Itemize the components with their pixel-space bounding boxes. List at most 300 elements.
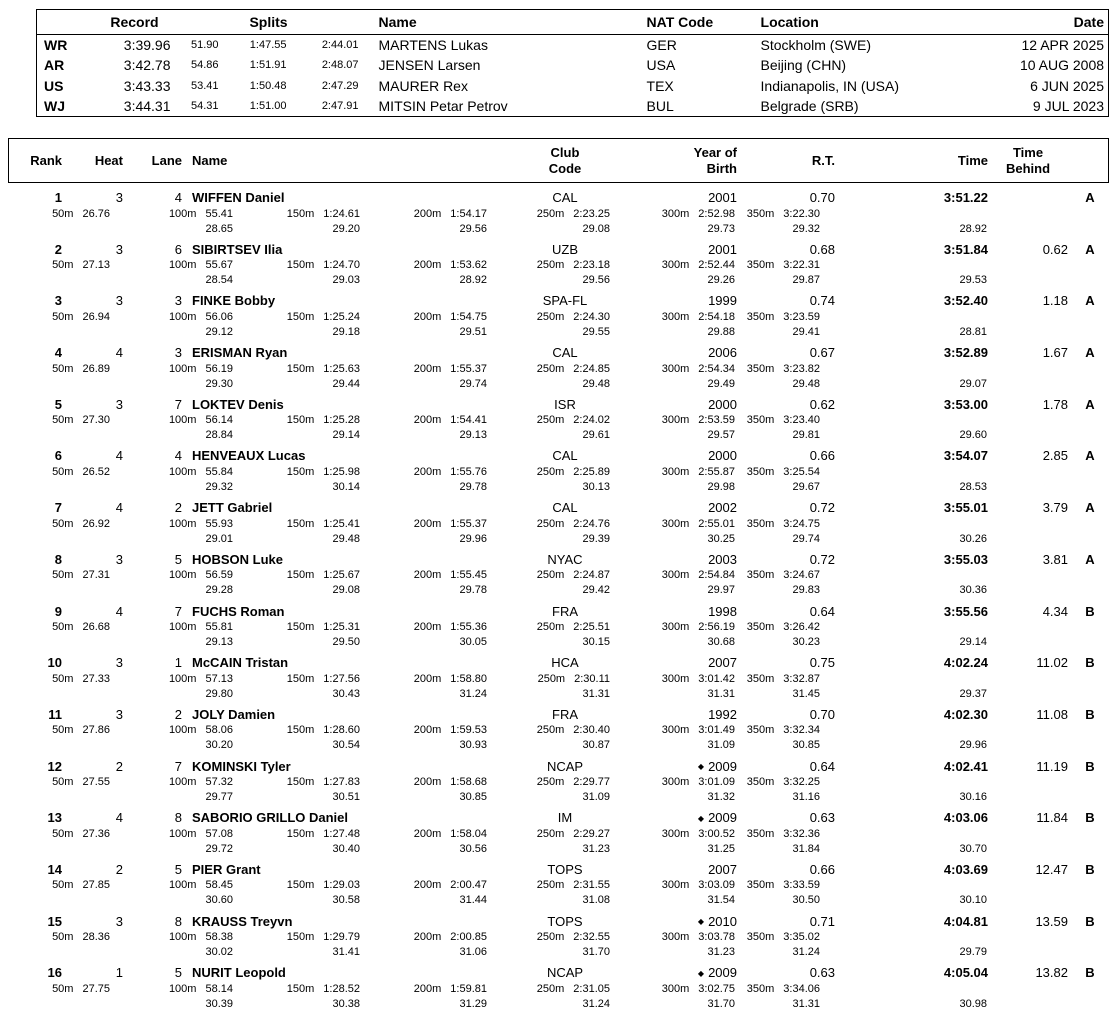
- split-150m: 150m 1:27.56: [286, 672, 360, 685]
- heat-value: 3: [115, 655, 123, 671]
- lane-value: 7: [174, 758, 182, 774]
- result-row: [0, 809, 1112, 856]
- record-location: Stockholm (SWE): [760, 37, 871, 53]
- rank-value: 10: [47, 655, 62, 671]
- split-250m: 250m 2:31.55: [536, 879, 610, 892]
- final-time-value: 3:52.89: [943, 345, 988, 361]
- lap-time: 30.02: [205, 946, 233, 959]
- year-of-birth-value: 2002: [708, 500, 737, 516]
- split-350m: 350m 3:26.42: [746, 621, 820, 633]
- lap-time: 30.38: [332, 997, 360, 1010]
- lap-time: 30.23: [792, 636, 820, 648]
- record-date: 9 JUL 2023: [1032, 98, 1105, 114]
- split-300m: 300m 2:56.19: [661, 621, 735, 633]
- lap-time: 30.58: [332, 894, 360, 907]
- lap-time: 29.81: [792, 429, 820, 442]
- record-nat-code: GER: [646, 37, 677, 53]
- lap-time: 30.85: [792, 739, 820, 752]
- club-code-value: CAL: [552, 500, 578, 516]
- lap-time: 29.96: [959, 739, 987, 752]
- result-row: [0, 241, 1112, 288]
- split-300m: 300m 3:01.49: [661, 724, 735, 737]
- club-code-value: TOPS: [547, 861, 583, 877]
- club-code-value: HCA: [551, 655, 579, 671]
- grade-value: B: [1085, 913, 1095, 929]
- splits-line: [0, 620, 1112, 635]
- split-250m: 250m 2:30.40: [536, 724, 610, 737]
- rank-value: 8: [54, 551, 62, 567]
- grade-value: B: [1085, 655, 1095, 671]
- split-50m: 50m 26.89: [52, 362, 110, 375]
- split-150m: 150m 1:27.48: [286, 827, 360, 840]
- record-split-3: 2:48.07: [321, 59, 359, 72]
- year-of-birth-value: ◆ 2009: [697, 810, 737, 826]
- split-350m: 350m 3:24.67: [746, 569, 820, 582]
- result-row: [0, 396, 1112, 443]
- split-50m: 50m 27.86: [52, 724, 110, 737]
- result-row: [0, 913, 1112, 960]
- grade-value: A: [1085, 241, 1095, 257]
- split-50m: 50m 26.92: [52, 517, 110, 530]
- lap-time: 29.57: [707, 429, 735, 442]
- lap-times-line: [0, 686, 1112, 701]
- split-350m: 350m 3:22.30: [746, 207, 820, 220]
- grade-value: B: [1085, 810, 1095, 826]
- splits-line: [0, 309, 1112, 324]
- lap-time: 29.50: [332, 636, 360, 648]
- split-250m: 250m 2:23.18: [536, 259, 610, 272]
- record-location: Indianapolis, IN (USA): [760, 77, 900, 94]
- lane-value: 1: [174, 655, 182, 671]
- year-of-birth-value: 2001: [708, 241, 737, 257]
- lap-time: 29.44: [332, 377, 360, 390]
- split-50m: 50m 26.68: [52, 621, 110, 633]
- split-200m: 200m 1:55.37: [413, 362, 487, 375]
- record-tag: WR: [44, 37, 68, 53]
- lap-time: 29.79: [959, 946, 987, 959]
- lane-value: 8: [174, 913, 182, 929]
- lap-time: 31.09: [707, 739, 735, 752]
- split-300m: 300m 3:03.09: [661, 879, 735, 892]
- result-row: [0, 654, 1112, 701]
- record-holder-name: JENSEN Larsen: [378, 57, 481, 74]
- heat-value: 1: [115, 965, 123, 981]
- record-holder-name: MAURER Rex: [378, 77, 468, 94]
- split-300m: 300m 3:01.42: [661, 672, 735, 685]
- lap-time: 29.51: [459, 325, 487, 338]
- record-split-3: 2:47.29: [321, 79, 359, 92]
- swimmer-name: McCAIN Tristan: [192, 655, 289, 671]
- split-200m: 200m 1:53.62: [413, 259, 487, 272]
- split-200m: 200m 2:00.85: [413, 931, 487, 944]
- heat-value: 3: [115, 293, 123, 309]
- split-250m: 250m 2:24.85: [536, 362, 610, 375]
- split-100m: 100m 55.41: [168, 207, 233, 220]
- split-250m: 250m 2:24.76: [536, 517, 610, 530]
- split-50m: 50m 27.85: [52, 879, 110, 892]
- split-100m: 100m 55.84: [168, 465, 233, 478]
- split-200m: 200m 1:55.76: [413, 465, 487, 478]
- lap-time: 29.39: [582, 532, 610, 545]
- time-behind-value: 1.67: [1042, 345, 1068, 361]
- split-200m: 200m 1:58.80: [413, 672, 487, 685]
- lap-time: 29.67: [792, 480, 820, 493]
- lap-time: 28.53: [959, 480, 987, 493]
- lap-time: 31.41: [332, 946, 360, 959]
- col-header-lane: Lane: [151, 152, 182, 168]
- records-header-row: [37, 10, 1109, 35]
- result-row: [0, 292, 1112, 339]
- heat-value: 4: [115, 603, 123, 619]
- reaction-time-value: 0.70: [809, 190, 835, 205]
- lap-time: 31.06: [459, 946, 487, 959]
- lap-time: 29.08: [582, 222, 610, 235]
- split-300m: 300m 2:54.34: [661, 362, 735, 375]
- year-of-birth-value: 2007: [708, 861, 737, 877]
- lap-time: 29.14: [959, 636, 987, 648]
- lap-time: 29.07: [959, 377, 987, 390]
- lap-time: 31.29: [459, 997, 487, 1010]
- split-150m: 150m 1:29.79: [286, 931, 360, 944]
- lap-time: 30.93: [459, 739, 487, 752]
- split-350m: 350m 3:24.75: [746, 517, 820, 530]
- lap-time: 30.50: [792, 894, 820, 907]
- splits-line: [0, 464, 1112, 479]
- reaction-time-value: 0.71: [809, 913, 835, 929]
- split-100m: 100m 55.67: [168, 259, 233, 272]
- split-300m: 300m 2:54.18: [661, 310, 735, 323]
- heat-value: 4: [115, 345, 123, 361]
- split-200m: 200m 1:54.75: [413, 310, 487, 323]
- split-250m: 250m 2:32.55: [536, 931, 610, 944]
- result-row: [0, 964, 1112, 1011]
- record-date: 12 APR 2025: [1021, 37, 1105, 53]
- time-behind-value: 11.84: [1036, 810, 1068, 826]
- split-150m: 150m 1:25.31: [286, 621, 360, 633]
- club-code-value: SPA-FL: [542, 293, 588, 309]
- final-time-value: 3:55.01: [943, 500, 988, 516]
- lap-time: 29.30: [205, 377, 233, 390]
- records-header-name: Name: [378, 14, 417, 30]
- record-nat-code: USA: [646, 57, 676, 74]
- lap-times-line: [0, 635, 1112, 650]
- club-code-value: FRA: [552, 603, 578, 619]
- time-behind-value: 13.59: [1035, 913, 1068, 929]
- year-of-birth-value: 2007: [708, 655, 737, 671]
- split-250m: 250m 2:29.77: [536, 776, 610, 789]
- splits-line: [0, 930, 1112, 945]
- club-code-value: ISR: [554, 396, 576, 412]
- lap-time: 28.54: [205, 274, 233, 287]
- split-150m: 150m 1:28.52: [286, 982, 360, 995]
- records-header-blank: [37, 10, 95, 35]
- time-behind-value: 3.79: [1042, 500, 1068, 516]
- lap-time: 31.24: [792, 946, 820, 959]
- split-100m: 100m 57.32: [168, 776, 233, 789]
- lap-time: 30.10: [959, 894, 987, 907]
- lap-time: 31.23: [582, 842, 610, 855]
- record-nat-code: TEX: [646, 77, 674, 94]
- splits-line: [0, 775, 1112, 790]
- lap-time: 29.20: [332, 222, 360, 235]
- reaction-time-value: 0.72: [809, 500, 835, 516]
- final-time-value: 4:02.41: [943, 758, 988, 774]
- time-behind-value: 11.19: [1036, 758, 1068, 774]
- split-50m: 50m 27.55: [52, 776, 110, 789]
- time-behind-value: 2.85: [1042, 448, 1068, 464]
- record-split-1: 54.31: [190, 100, 219, 112]
- split-150m: 150m 1:25.63: [286, 362, 360, 375]
- split-50m: 50m 28.36: [52, 931, 110, 944]
- lap-time: 29.74: [792, 532, 820, 545]
- final-time-value: 3:52.40: [943, 293, 988, 309]
- lap-time: 29.98: [707, 480, 735, 493]
- result-row: [0, 861, 1112, 908]
- record-split-1: 53.41: [190, 79, 219, 92]
- lap-time: 29.83: [792, 584, 820, 597]
- club-code-value: FRA: [552, 706, 578, 722]
- heat-value: 4: [115, 810, 123, 826]
- final-time-value: 4:04.81: [943, 913, 988, 929]
- split-50m: 50m 26.76: [52, 207, 110, 220]
- split-150m: 150m 1:24.61: [286, 207, 360, 220]
- split-300m: 300m 2:53.59: [661, 414, 735, 427]
- club-code-value: NCAP: [546, 758, 584, 774]
- junior-diamond-icon: ◆: [697, 813, 705, 823]
- records-header-splits: Splits: [249, 14, 288, 30]
- split-350m: 350m 3:32.36: [746, 827, 820, 840]
- split-350m: 350m 3:23.82: [746, 362, 820, 375]
- reaction-time-value: 0.74: [809, 293, 835, 309]
- lap-times-line: [0, 479, 1112, 494]
- record-time: 3:39.96: [123, 37, 171, 53]
- lap-time: 28.84: [205, 429, 233, 442]
- rank-value: 1: [54, 190, 62, 205]
- result-row: [0, 189, 1112, 236]
- lap-time: 31.16: [792, 791, 820, 804]
- splits-line: [0, 981, 1112, 996]
- club-code-value: CAL: [552, 190, 578, 205]
- record-time: 3:43.33: [123, 77, 171, 94]
- swimmer-name: HENVEAUX Lucas: [192, 448, 306, 464]
- split-350m: 350m 3:32.34: [746, 724, 820, 737]
- lap-time: 30.54: [332, 739, 360, 752]
- lap-times-line: [0, 428, 1112, 443]
- final-time-value: 4:03.06: [943, 810, 988, 826]
- rank-value: 13: [47, 810, 62, 826]
- lap-times-line: [0, 945, 1112, 960]
- split-250m: 250m 2:31.05: [536, 982, 610, 995]
- splits-line: [0, 206, 1112, 221]
- heat-value: 4: [115, 448, 123, 464]
- lap-times-line: [0, 324, 1112, 339]
- col-header-club-code: Club Code: [548, 144, 582, 176]
- rank-value: 11: [48, 706, 62, 722]
- record-split-2: 1:51.91: [249, 59, 287, 72]
- year-of-birth-value: 2003: [708, 551, 737, 567]
- lane-value: 7: [174, 396, 182, 412]
- split-250m: 250m 2:24.02: [536, 414, 610, 427]
- result-row: [0, 551, 1112, 598]
- split-100m: 100m 55.81: [168, 621, 233, 633]
- lane-value: 6: [174, 241, 182, 257]
- lap-time: 29.78: [459, 584, 487, 597]
- final-time-value: 3:51.84: [943, 241, 988, 257]
- split-50m: 50m 27.13: [52, 259, 110, 272]
- record-tag: AR: [44, 57, 65, 74]
- split-150m: 150m 1:27.83: [286, 776, 360, 789]
- split-300m: 300m 2:55.87: [661, 465, 735, 478]
- split-300m: 300m 2:52.44: [661, 259, 735, 272]
- time-behind-value: 13.82: [1035, 965, 1068, 981]
- record-split-3: 2:47.91: [321, 100, 359, 112]
- lap-time: 30.13: [582, 480, 610, 493]
- splits-line: [0, 258, 1112, 273]
- lap-time: 29.56: [459, 222, 487, 235]
- reaction-time-value: 0.75: [809, 655, 835, 671]
- final-time-value: 3:55.03: [943, 551, 988, 567]
- heat-value: 3: [115, 551, 123, 567]
- lap-time: 31.45: [792, 687, 820, 700]
- lap-time: 29.01: [205, 532, 233, 545]
- rank-value: 12: [47, 758, 62, 774]
- split-250m: 250m 2:25.89: [536, 465, 610, 478]
- reaction-time-value: 0.70: [809, 706, 835, 722]
- lap-time: 31.31: [792, 997, 820, 1010]
- record-row: [37, 76, 1109, 97]
- rank-value: 6: [54, 448, 62, 464]
- lap-time: 31.70: [707, 997, 735, 1010]
- split-350m: 350m 3:23.40: [746, 414, 820, 427]
- split-200m: 200m 1:59.81: [413, 982, 487, 995]
- grade-value: A: [1085, 345, 1095, 361]
- splits-line: [0, 413, 1112, 428]
- split-350m: 350m 3:34.06: [746, 982, 820, 995]
- lap-time: 30.68: [707, 636, 735, 648]
- record-tag: US: [44, 77, 64, 94]
- lap-time: 29.78: [459, 480, 487, 493]
- time-behind-value: 12.47: [1035, 861, 1068, 877]
- lane-value: 3: [174, 345, 182, 361]
- lap-time: 31.32: [707, 791, 735, 804]
- heat-value: 3: [115, 241, 123, 257]
- lap-time: 29.18: [332, 325, 360, 338]
- lane-value: 3: [174, 293, 182, 309]
- lap-time: 29.73: [707, 222, 735, 235]
- lap-time: 30.51: [332, 791, 360, 804]
- result-row: [0, 758, 1112, 805]
- lap-times-line: [0, 273, 1112, 288]
- final-time-value: 4:02.30: [943, 706, 988, 722]
- split-150m: 150m 1:28.60: [286, 724, 360, 737]
- reaction-time-value: 0.63: [809, 965, 835, 981]
- split-350m: 350m 3:25.54: [746, 465, 820, 478]
- record-holder-name: MITSIN Petar Petrov: [378, 98, 508, 114]
- lap-time: 29.28: [205, 584, 233, 597]
- records-header-date: Date: [1073, 14, 1105, 30]
- rank-value: 5: [54, 396, 62, 412]
- lap-time: 30.26: [959, 532, 987, 545]
- record-split-2: 1:50.48: [249, 79, 287, 92]
- result-row: [0, 344, 1112, 391]
- col-header-rt: R.T.: [811, 152, 835, 168]
- heat-value: 2: [115, 758, 123, 774]
- split-50m: 50m 26.94: [52, 310, 110, 323]
- grade-value: A: [1085, 293, 1095, 309]
- lap-time: 29.48: [792, 377, 820, 390]
- split-250m: 250m 2:24.87: [536, 569, 610, 582]
- lap-time: 29.13: [205, 636, 233, 648]
- heat-value: 3: [115, 396, 123, 412]
- split-200m: 200m 1:58.04: [413, 827, 487, 840]
- split-350m: 350m 3:23.59: [746, 310, 820, 323]
- split-100m: 100m 56.14: [168, 414, 233, 427]
- lap-time: 31.09: [582, 791, 610, 804]
- grade-value: A: [1085, 551, 1095, 567]
- rank-value: 9: [54, 603, 62, 619]
- lap-times-line: [0, 893, 1112, 908]
- record-row: [37, 96, 1109, 117]
- split-100m: 100m 56.19: [168, 362, 233, 375]
- lap-time: 29.87: [792, 274, 820, 287]
- heat-value: 2: [115, 861, 123, 877]
- swimmer-name: SABORIO GRILLO Daniel: [192, 810, 349, 826]
- final-time-value: 3:54.07: [943, 448, 988, 464]
- split-100m: 100m 56.06: [168, 310, 233, 323]
- lane-value: 5: [174, 551, 182, 567]
- swimmer-name: PIER Grant: [192, 861, 261, 877]
- split-300m: 300m 3:00.52: [661, 827, 735, 840]
- split-150m: 150m 1:25.67: [286, 569, 360, 582]
- rank-value: 16: [47, 965, 62, 981]
- split-100m: 100m 58.06: [168, 724, 233, 737]
- record-tag: WJ: [44, 98, 65, 114]
- result-row: [0, 603, 1112, 650]
- lap-time: 30.43: [332, 687, 360, 700]
- result-row: [0, 706, 1112, 753]
- split-50m: 50m 27.36: [52, 827, 110, 840]
- club-code-value: NCAP: [546, 965, 584, 981]
- split-300m: 300m 2:54.84: [661, 569, 735, 582]
- swimmer-name: KOMINSKI Tyler: [192, 758, 291, 774]
- record-date: 10 AUG 2008: [1019, 57, 1105, 74]
- lap-time: 30.98: [959, 997, 987, 1010]
- junior-diamond-icon: ◆: [697, 762, 705, 772]
- records-header-record: Record: [110, 14, 159, 30]
- rank-value: 4: [54, 345, 62, 361]
- splits-line: [0, 826, 1112, 841]
- lap-times-line: [0, 790, 1112, 805]
- split-100m: 100m 57.13: [168, 672, 233, 685]
- lap-times-line: [0, 841, 1112, 856]
- swimmer-name: NURIT Leopold: [192, 965, 286, 981]
- record-row: [37, 35, 1109, 56]
- lap-time: 29.53: [959, 274, 987, 287]
- lap-time: 30.70: [959, 842, 987, 855]
- year-of-birth-value: 2001: [708, 190, 737, 205]
- lap-time: 31.23: [707, 946, 735, 959]
- year-of-birth-value: 1999: [708, 293, 737, 309]
- time-behind-value: 11.02: [1036, 655, 1068, 671]
- lap-time: 29.42: [582, 584, 610, 597]
- lap-time: 31.54: [707, 894, 735, 907]
- split-350m: 350m 3:32.25: [746, 776, 820, 789]
- split-300m: 300m 2:55.01: [661, 517, 735, 530]
- lap-time: 29.12: [205, 325, 233, 338]
- split-150m: 150m 1:29.03: [286, 879, 360, 892]
- grade-value: B: [1085, 603, 1095, 619]
- record-time: 3:44.31: [123, 98, 171, 114]
